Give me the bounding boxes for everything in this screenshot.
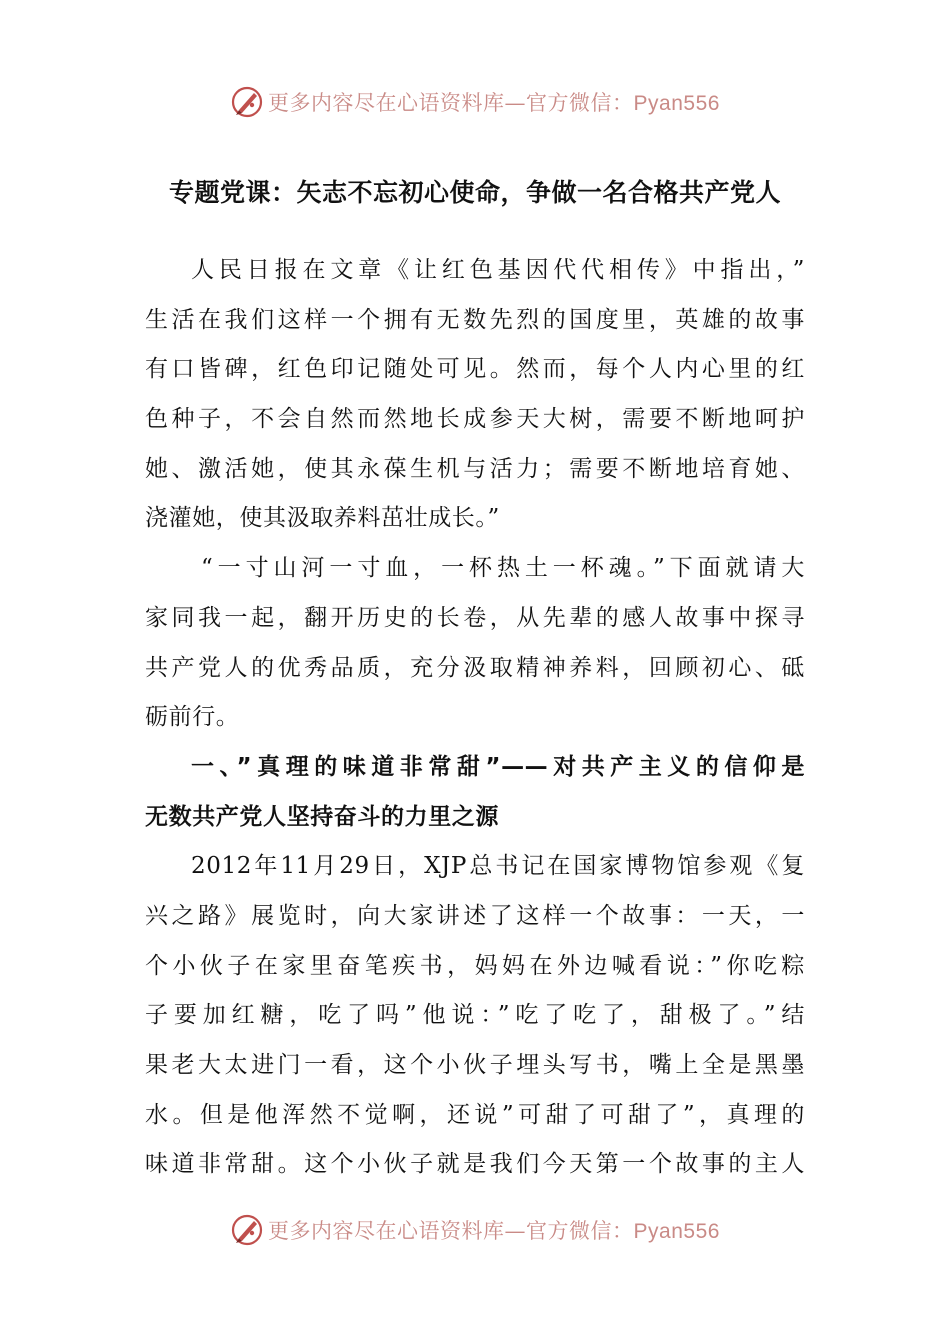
paragraph-line: 色种子，不会自然而然地长成参天大树，需要不断地呵护 [145,406,805,433]
paragraph-line: 浇灌她，使其汲取养料茁壮成长。” [145,505,500,532]
document-body [145,246,805,1190]
watermark-text: 更多内容尽在心语资料库—官方微信： [268,1219,634,1243]
paragraph-line: 共产党人的优秀品质，充分汲取精神养料，回顾初心、砥 [145,654,805,681]
paragraph-line: 果老大太进门一看，这个小伙子埋头写书，嘴上全是黑墨 [145,1052,805,1078]
paragraph-line: “一寸山河一寸血，一杯热土一杯魂。”下面就请大 [201,555,805,582]
paragraph-line: 有口皆碑，红色印记随处可见。然而，每个人内心里的红 [145,356,805,383]
section-heading-line: 一、”真理的味道非常甜”——对共产主义的信仰是 [191,753,805,780]
watermark-wechat-id: Pyan556 [633,1220,720,1243]
paragraph-line: 水。但是他浑然不觉啊，还说”可甜了可甜了”，真理的 [145,1101,805,1128]
paragraph-line: 个小伙子在家里奋笔疾书，妈妈在外边喊看说：”你吃粽 [145,952,805,979]
paragraph-line: 2012年11月29日，XJP总书记在国家博物馆参观《复 [191,853,805,880]
paragraph-line: 砺前行。 [145,704,240,731]
section-heading-line: 无数共产党人坚持奋斗的力里之源 [145,803,499,830]
watermark-text: 更多内容尽在心语资料库—官方微信： [268,91,634,115]
paragraph-line: 人民日报在文章《让红色基因代代相传》中指出，” [191,257,805,283]
paragraph-line: 生活在我们这样一个拥有无数先烈的国度里，英雄的故事 [145,306,805,333]
paragraph-line: 味道非常甜。这个小伙子就是我们今天第一个故事的主人 [145,1151,805,1178]
watermark-banner-bottom [0,1210,950,1250]
pen-logo-icon [230,1213,264,1247]
paragraph-line: 她、激活她，使其永葆生机与活力；需要不断地培育她、 [145,455,805,482]
watermark-banner-top [0,82,950,122]
paragraph-line: 兴之路》展览时，向大家讲述了这样一个故事：一天，一 [145,902,805,929]
paragraph-line: 家同我一起，翻开历史的长卷，从先辈的感人故事中探寻 [145,604,805,631]
watermark-wechat-id: Pyan556 [633,92,720,115]
pen-logo-icon [230,85,264,119]
document-title: 专题党课：矢志不忘初心使命，争做一名合格共产党人 [168,178,781,207]
paragraph-line: 子要加红糖，吃了吗”他说：”吃了吃了，甜极了。”结 [145,1002,805,1029]
